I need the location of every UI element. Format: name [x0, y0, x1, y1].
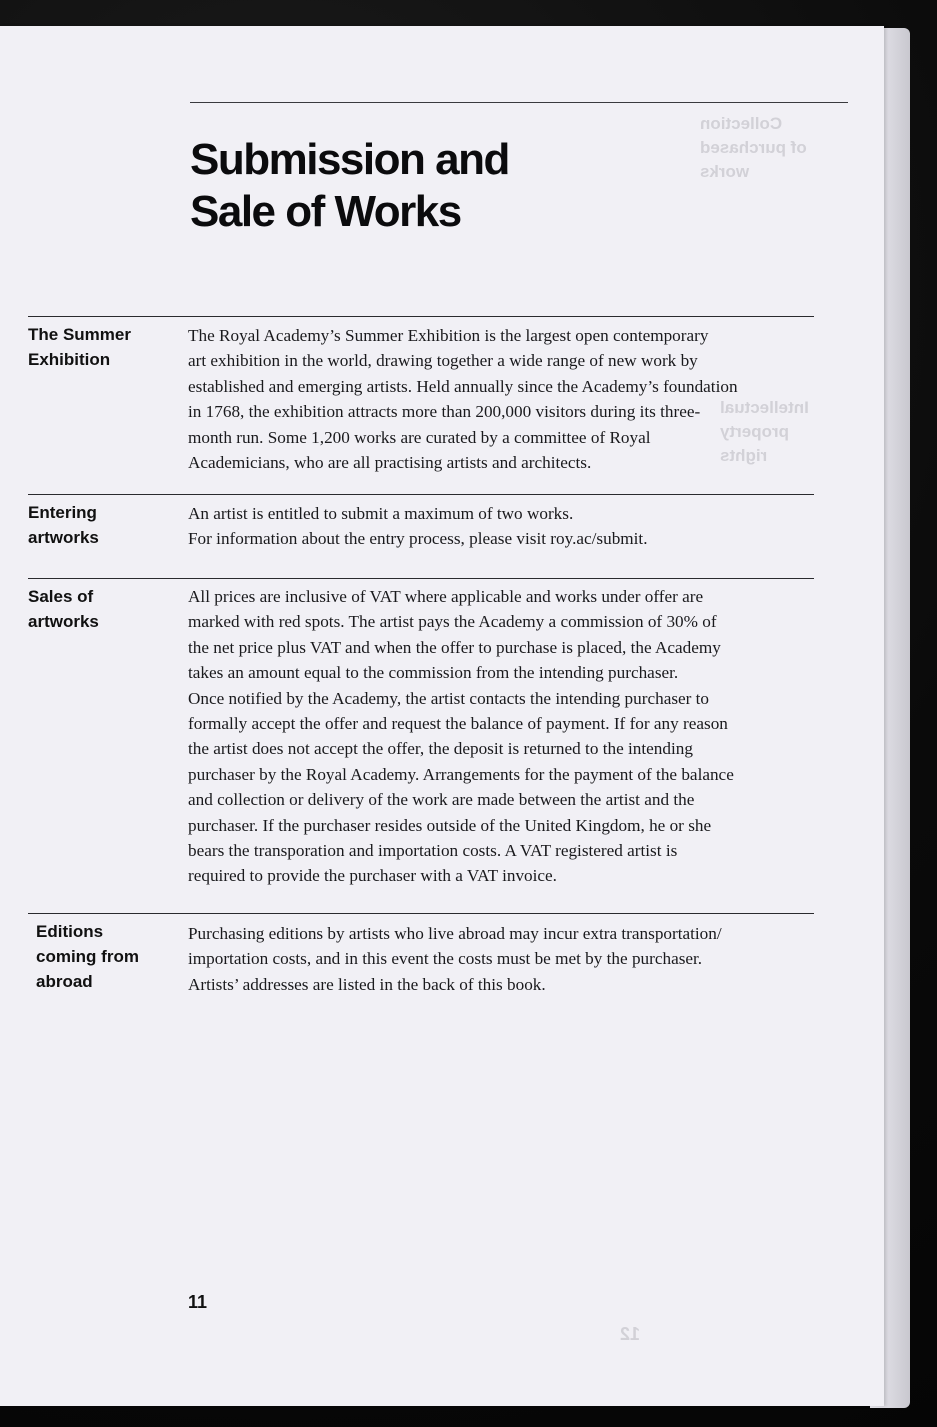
page-number: 11 — [188, 1292, 208, 1312]
section-divider — [28, 316, 814, 317]
body-line: art exhibition in the world, drawing together a wide range of new work by — [188, 351, 698, 371]
body-line: bears the transporation and importation costs. A VAT registered artist is — [188, 841, 678, 861]
show-through-page-number: 12 — [620, 1324, 641, 1344]
section-label-line: Sales of — [28, 587, 94, 606]
body-line: purchaser by the Royal Academy. Arrangements for the payment of the balance — [188, 764, 734, 784]
body-line: takes an amount equal to the commission from the intending purchaser. — [188, 663, 679, 683]
section-body-editions-abroad — [188, 921, 828, 997]
section-divider — [28, 913, 814, 914]
show-through-label-collection — [700, 112, 818, 184]
body-line: and collection or delivery of the work are made between the artist and the — [188, 790, 695, 810]
body-line: the artist does not accept the offer, the deposit is returned to the intending — [188, 739, 693, 759]
section-divider — [28, 494, 814, 495]
section-label-summer-exhibition — [28, 322, 178, 372]
book-page — [0, 26, 884, 1406]
section-label-line: abroad — [36, 972, 93, 991]
show-through-label-line: Intellectual — [720, 398, 809, 417]
body-line: month run. Some 1,200 works are curated by a committee of Royal — [188, 427, 651, 447]
page-title-line: Submission and — [190, 135, 509, 184]
body-line: All prices are inclusive of VAT where applicable and works under offer are — [188, 587, 704, 606]
body-line: Artists’ addresses are listed in the back of this book. — [188, 974, 546, 994]
body-line: The Royal Academy’s Summer Exhibition is the largest open contemporary — [188, 326, 709, 345]
body-line: importation costs, and in this event the costs must be met by the purchaser. — [188, 949, 703, 969]
section-label-line: Entering — [28, 503, 97, 522]
section-label-line: artworks — [28, 612, 99, 631]
show-through-label-line: works — [700, 162, 750, 181]
page-title-line: Sale of Works — [190, 187, 461, 236]
section-body-sales-of-artworks — [188, 584, 828, 889]
section-label-editions-abroad — [36, 919, 186, 994]
section-label-entering-artworks — [28, 500, 178, 550]
show-through-label-line: Collection — [700, 114, 783, 133]
body-line: Purchasing editions by artists who live abroad may incur extra transportation/ — [188, 924, 722, 943]
top-rule — [190, 102, 848, 103]
body-line: An artist is entitled to submit a maximum of two works. — [188, 504, 574, 523]
section-body-entering-artworks — [188, 501, 828, 552]
section-label-line: The Summer — [28, 325, 131, 344]
body-line: purchaser. If the purchaser resides outside of the United Kingdom, he or she — [188, 815, 712, 835]
section-label-line: artworks — [28, 528, 99, 547]
section-body-summer-exhibition — [188, 323, 828, 475]
section-label-line: coming from — [36, 947, 139, 966]
body-line: Once notified by the Academy, the artist contacts the intending purchaser to — [188, 688, 710, 708]
show-through-label-line: of purchased — [700, 138, 807, 157]
body-line: required to provide the purchaser with a VAT invoice. — [188, 866, 557, 886]
section-divider — [28, 578, 814, 579]
body-line: formally accept the offer and request the balance of payment. If for any reason — [188, 714, 728, 734]
section-label-line: Editions — [36, 922, 104, 941]
section-label-line: Exhibition — [28, 350, 111, 369]
body-line: established and emerging artists. Held annually since the Academy’s foundation — [188, 376, 738, 396]
body-line: marked with red spots. The artist pays the Academy a commission of 30% of — [188, 612, 717, 632]
show-through-label-line: rights — [720, 446, 768, 465]
body-line: For information about the entry process, please visit roy.ac/submit. — [188, 529, 648, 549]
page-title — [190, 134, 509, 238]
body-line: in 1768, the exhibition attracts more than 200,000 visitors during its three- — [188, 402, 701, 422]
show-through-label-line: property — [720, 422, 789, 441]
section-label-sales-of-artworks — [28, 584, 178, 634]
body-line: Academicians, who are all practising artists and architects. — [188, 453, 592, 473]
body-line: the net price plus VAT and when the offer to purchase is placed, the Academy — [188, 637, 721, 657]
